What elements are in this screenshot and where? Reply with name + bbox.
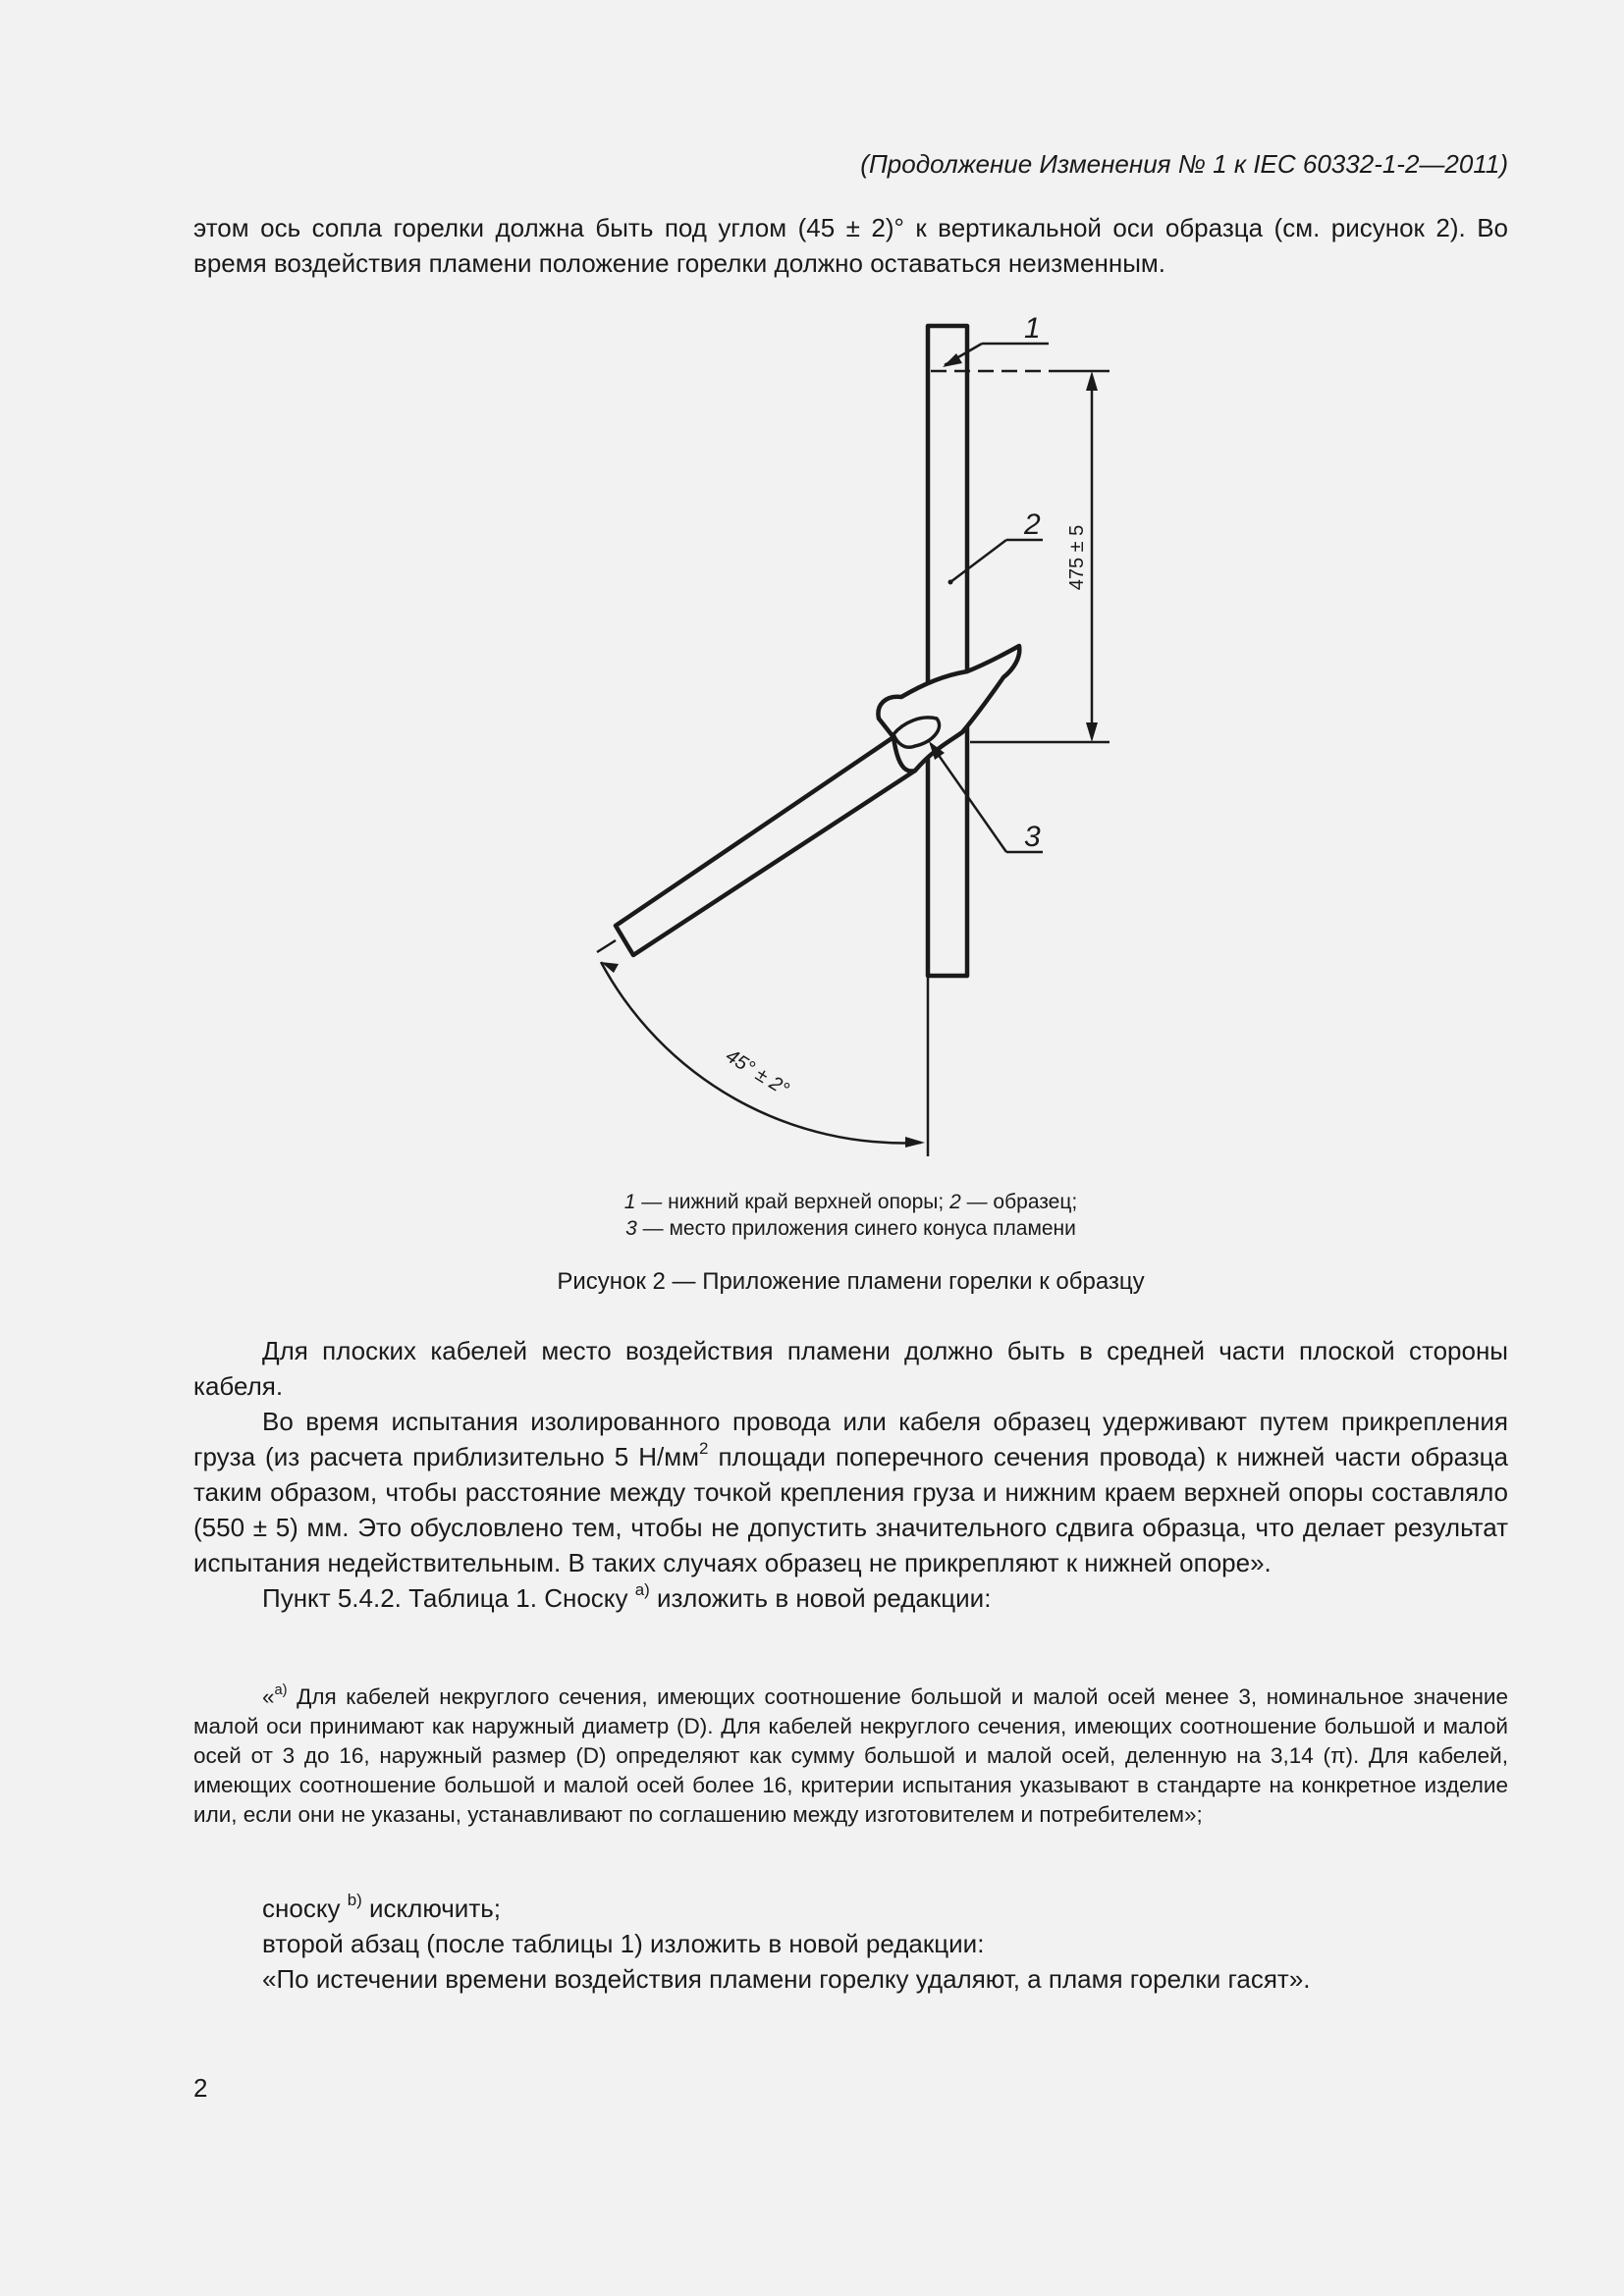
burner-tube	[616, 737, 915, 955]
footnote-text: Для кабелей некруглого сечения, имеющих соотношение большой и малой осей менее 3, номинальное значение малой оси принимают как наружный диаметр (D). Для кабелей некруглого сечения, имеющих соотношение большой и малой осей от 3 до 16, наружный размер (D) определяют как сумму большой и малой осей, деленную на 3,14 (π). Для кабелей, имеющих соотношение большой и малой осей более 16, критерии испытания указывают в стандарте на конкретное изделие или, если они не указаны, устанавливают по соглашению между изготовителем и потребителем»;	[193, 1684, 1508, 1827]
intro-paragraph	[193, 210, 1508, 281]
legend-num-3: 3	[625, 1217, 637, 1240]
paragraph-weight-part1: Во время испытания изолированного провода или кабеля образец удерживают путем прикрепления груза (из расчета приблизительно 5 Н/мм	[193, 1407, 1508, 1471]
main-text	[193, 1333, 1508, 1616]
superscript-b: b)	[347, 1891, 362, 1910]
legend-text-3: — место приложения синего конуса пламени	[636, 1217, 1076, 1240]
arrowhead-top	[1086, 371, 1098, 391]
dimension-label: 475 ± 5	[1066, 524, 1088, 591]
footnote-open-quote: «	[262, 1684, 275, 1709]
tail-line-1-part2: исключить;	[361, 1894, 502, 1923]
figure-2	[560, 312, 1110, 1166]
legend-text-2: — образец;	[960, 1191, 1078, 1213]
paragraph-flat-cables: Для плоских кабелей место воздействия пламени должно быть в средней части плоской стороны кабеля.	[193, 1336, 1508, 1401]
intro-text: этом ось сопла горелки должна быть под углом (45 ± 2)° к вертикальной оси образца (см. рисунок 2). Во время воздействия пламени положение горелки должно оставаться неизменным.	[193, 213, 1508, 278]
arrowhead-bottom	[1086, 722, 1098, 742]
legend-num-1: 1	[623, 1191, 636, 1213]
legend-line-1	[193, 1189, 1508, 1215]
angle-label: 45° ± 2°	[722, 1044, 793, 1101]
flame-application-diagram	[560, 312, 1110, 1166]
paragraph-clause-part2: изложить в новой редакции:	[649, 1583, 992, 1613]
footnote-paragraph	[193, 1682, 1508, 1830]
tail-line-2: второй абзац (после таблицы 1) изложить в новой редакции:	[262, 1929, 985, 1958]
tail-line-3: «По истечении времени воздействия пламени горелку удаляют, а пламя горелки гасят».	[262, 1964, 1311, 1994]
callout-1: 1	[1024, 312, 1041, 345]
tail-line-1	[193, 1891, 1508, 1926]
figure-legend	[193, 1189, 1508, 1242]
tail-text	[193, 1891, 1508, 1997]
paragraph-weight	[193, 1404, 1508, 1580]
paragraph-clause	[193, 1580, 1508, 1616]
figure-caption: Рисунок 2 — Приложение пламени горелки к образцу	[557, 1268, 1145, 1295]
paragraph-clause-part1: Пункт 5.4.2. Таблица 1. Сноску	[262, 1583, 635, 1613]
page-number: 2	[193, 2073, 208, 2103]
leader-2-dot	[948, 580, 953, 585]
footnote-superscript: а)	[274, 1682, 288, 1698]
arrowhead-arc-right	[905, 1137, 925, 1148]
superscript-2: 2	[699, 1439, 709, 1459]
burner-axis-extension	[597, 940, 616, 952]
superscript-a: а)	[634, 1580, 650, 1600]
legend-line-2	[193, 1215, 1508, 1242]
callout-3: 3	[1024, 821, 1041, 853]
legend-num-2: 2	[949, 1191, 961, 1213]
specimen-bar	[928, 326, 967, 976]
running-header: (Продолжение Изменения № 1 к IEC 60332-1-2—2011)	[860, 149, 1508, 179]
legend-text-1: — нижний край верхней опоры;	[635, 1191, 950, 1213]
angle-arc	[601, 962, 921, 1143]
callout-2: 2	[1024, 508, 1041, 541]
footnote-new-text	[193, 1682, 1508, 1830]
paragraph-weight-part2: площади поперечного сечения провода) к нижней части образца таким образом, чтобы расстояние между точкой крепления груза и нижним краем верхней опоры составляло (550 ± 5) мм. Это обусловлено тем, чтобы не допустить значительного сдвига образца, что делает результат испытания недействительным. В таких случаях образец не прикрепляют к нижней опоре».	[193, 1442, 1509, 1577]
tail-line-1-part1: сноску	[262, 1894, 348, 1923]
